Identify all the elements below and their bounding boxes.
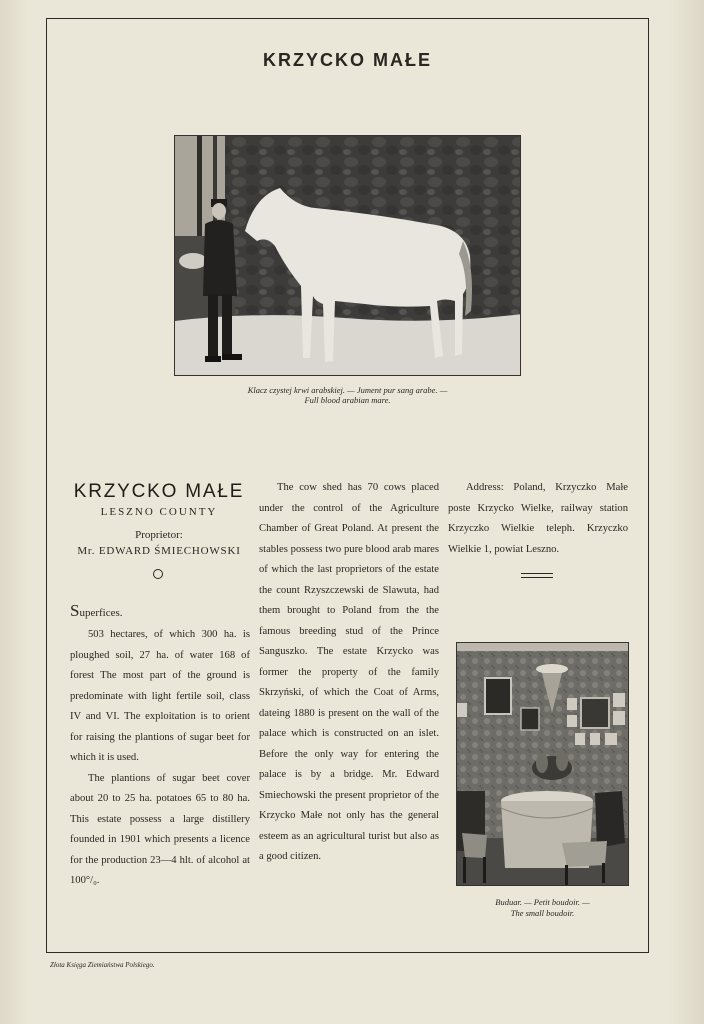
circle-ornament-icon	[153, 569, 163, 579]
page-title: KRZYCKO MAŁE	[263, 50, 432, 70]
column-three	[448, 478, 628, 560]
photo1-caption-line1: Klacz czystej krwi arabskiej. — Jument pur sang arabe. —	[247, 385, 448, 395]
county-subheading: LESZNO COUNTY	[100, 506, 218, 518]
boudoir-photo	[456, 642, 629, 886]
footer-source: Złota Księga Ziemiaństwa Polskiego.	[50, 961, 155, 969]
photo1-caption	[174, 385, 521, 405]
arabian-mare-photo	[174, 135, 521, 376]
photo1-caption-line2: Full blood arabian mare.	[304, 395, 391, 405]
double-rule-divider	[521, 573, 553, 578]
column1-paragraph1: 503 hectares, of which 300 ha. is ploughed soil, 27 ha. of water 168 of forest The most part of the ground is predominate with light fertile soil, class IV and VI. The exploitation is to orient for raising the plantions of sugar beet for which it is used.	[70, 629, 250, 763]
column1-paragraph2: The plantions of sugar beet cover about 20 to 25 ha. potatoes 65 to 80 ha. This estate possess a large distillery founded in 1901 which presents a licence for the production 23—4 hlt. of alcohol at 100°/₀.	[70, 772, 250, 886]
photo2-caption-line1: Buduar. — Petit boudoir. —	[495, 897, 590, 907]
photo2-caption-line2: The small boudoir.	[510, 908, 575, 918]
column-one	[70, 625, 250, 892]
column2-paragraph1: The cow shed has 70 cows placed under the control of the Agriculture Chamber of Great Poland. At present the stables possess two pure blood arab mares of which the last proprietors of the estate the count Rzyszczewski de Slawuta, had them brought to Poland from the the famous breeding stud of the Prince Sanguszko. The estate Krzycko was former the property of the family Skrzyński, of which the Coat of Arms, dateing 1880 is present on the wall of the palace which is constructed on an islet. Before the only way for entering the palace is by a bridge. Mr. Edward Smiechowski the present proprietor of the Krzycko Małe not only has the general esteem as an agricultural turist but also as a good citizen.	[259, 482, 439, 862]
photo2-caption	[456, 897, 629, 919]
superfices-heading	[70, 601, 123, 621]
estate-heading: KRZYCKO MAŁE	[73, 481, 245, 502]
column-two	[259, 478, 439, 868]
proprietor-label: Proprietor:	[135, 529, 183, 541]
address-paragraph: Address: Poland, Krzyczko Małe poste Krzycko Wielke, railway station Krzyczko Wielkie teleph. Krzyczko Wielkie 1, powiat Leszno.	[448, 482, 628, 555]
superfices-initial: S	[70, 601, 80, 620]
superfices-rest: uperfices.	[79, 607, 123, 619]
proprietor-name: Mr. EDWARD ŚMIECHOWSKI	[77, 545, 241, 557]
